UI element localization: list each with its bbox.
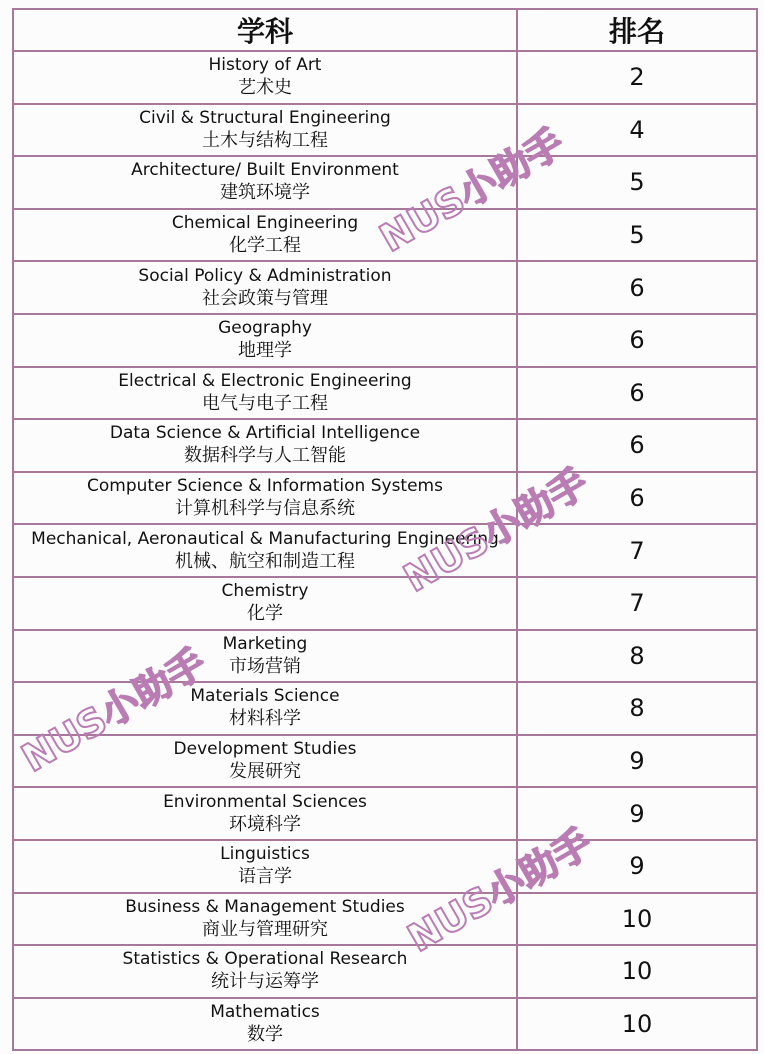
subject-english: Development Studies (173, 739, 357, 760)
table-header-row (13, 9, 757, 51)
subject-english: Materials Science (190, 686, 340, 707)
subject-cell (13, 998, 517, 1051)
table-row (13, 998, 757, 1051)
ranking-table (12, 8, 758, 1051)
rank-cell: 9 (517, 840, 757, 893)
subject-chinese: 化学工程 (229, 235, 301, 257)
table-row (13, 840, 757, 893)
subject-chinese: 地理学 (238, 340, 292, 362)
subject-english: Architecture/ Built Environment (131, 160, 399, 181)
subject-cell (13, 419, 517, 472)
subject-cell (13, 209, 517, 262)
watermark-text: NUS小助手 (400, 820, 600, 961)
subject-chinese: 社会政策与管理 (202, 287, 328, 309)
subject-cell (13, 735, 517, 788)
subject-english: Electrical & Electronic Engineering (118, 370, 412, 391)
subject-chinese: 建筑环境学 (220, 182, 310, 204)
rank-cell: 8 (517, 682, 757, 735)
subject-chinese: 电气与电子工程 (202, 392, 328, 414)
rank-cell: 10 (517, 945, 757, 998)
table-row (13, 209, 757, 262)
rank-cell: 10 (517, 998, 757, 1051)
subject-chinese: 数据科学与人工智能 (184, 445, 346, 467)
table-row (13, 261, 757, 314)
table-body (13, 51, 757, 1050)
subject-chinese: 计算机科学与信息系统 (175, 498, 355, 520)
subject-chinese: 材料科学 (229, 708, 301, 730)
rank-cell: 9 (517, 735, 757, 788)
rank-cell: 7 (517, 524, 757, 577)
rank-cell: 5 (517, 156, 757, 209)
table-row (13, 419, 757, 472)
subject-english: Chemical Engineering (171, 213, 359, 234)
subject-cell (13, 261, 517, 314)
table-row (13, 945, 757, 998)
rank-cell: 4 (517, 104, 757, 157)
subject-cell (13, 367, 517, 420)
table-row (13, 577, 757, 630)
subject-english: Geography (218, 318, 312, 339)
subject-english: Linguistics (220, 844, 310, 865)
subject-cell (13, 577, 517, 630)
subject-chinese: 语言学 (238, 866, 292, 888)
subject-cell (13, 787, 517, 840)
subject-chinese: 环境科学 (229, 813, 301, 835)
table-row (13, 893, 757, 946)
subject-cell (13, 314, 517, 367)
subject-english: Marketing (222, 633, 308, 654)
subject-chinese: 市场营销 (229, 655, 301, 677)
table-row (13, 51, 757, 104)
subject-chinese: 化学 (247, 603, 283, 625)
subject-english: Civil & Structural Engineering (139, 107, 391, 128)
subject-english: Social Policy & Administration (138, 265, 392, 286)
subject-chinese: 发展研究 (229, 761, 301, 783)
rank-cell: 6 (517, 472, 757, 525)
subject-cell (13, 472, 517, 525)
subject-english: Business & Management Studies (125, 896, 405, 917)
table-row (13, 472, 757, 525)
subject-cell (13, 51, 517, 104)
subject-english: Statistics & Operational Research (122, 949, 408, 970)
rank-cell: 5 (517, 209, 757, 262)
subject-english: Data Science & Artificial Intelligence (109, 423, 421, 444)
table-row (13, 367, 757, 420)
subject-cell (13, 682, 517, 735)
subject-cell (13, 524, 517, 577)
subject-cell (13, 630, 517, 683)
watermark-text: NUS小助手 (14, 640, 214, 781)
rank-cell: 6 (517, 261, 757, 314)
subject-english: Computer Science & Information Systems (87, 476, 443, 497)
rank-cell: 7 (517, 577, 757, 630)
subject-chinese: 统计与运筹学 (211, 971, 319, 993)
subject-cell (13, 104, 517, 157)
table-row (13, 314, 757, 367)
rank-cell: 6 (517, 367, 757, 420)
table-row (13, 524, 757, 577)
rank-header: 排名 (517, 9, 757, 51)
table-row (13, 156, 757, 209)
table-row (13, 787, 757, 840)
subject-chinese: 机械、航空和制造工程 (175, 550, 355, 572)
subject-chinese: 土木与结构工程 (202, 129, 328, 151)
subject-cell (13, 840, 517, 893)
watermark-text: NUS小助手 (396, 460, 596, 601)
rank-cell: 9 (517, 787, 757, 840)
subject-chinese: 商业与管理研究 (202, 918, 328, 940)
rank-cell: 6 (517, 314, 757, 367)
table-row (13, 104, 757, 157)
subject-english: Environmental Sciences (163, 791, 367, 812)
rank-cell: 8 (517, 630, 757, 683)
subject-chinese: 艺术史 (238, 77, 292, 99)
rank-cell: 2 (517, 51, 757, 104)
subject-chinese: 数学 (247, 1023, 283, 1045)
subject-english: Chemistry (221, 581, 309, 602)
table-row (13, 682, 757, 735)
subject-cell (13, 945, 517, 998)
table-row (13, 735, 757, 788)
subject-cell (13, 893, 517, 946)
subject-header: 学科 (13, 9, 517, 51)
rank-cell: 6 (517, 419, 757, 472)
subject-english: History of Art (208, 55, 322, 76)
subject-cell (13, 156, 517, 209)
table-row (13, 630, 757, 683)
rank-cell: 10 (517, 893, 757, 946)
watermark-text: NUS小助手 (372, 120, 572, 261)
subject-english: Mechanical, Aeronautical & Manufacturing Engineering (31, 528, 499, 549)
subject-english: Mathematics (210, 1001, 320, 1022)
